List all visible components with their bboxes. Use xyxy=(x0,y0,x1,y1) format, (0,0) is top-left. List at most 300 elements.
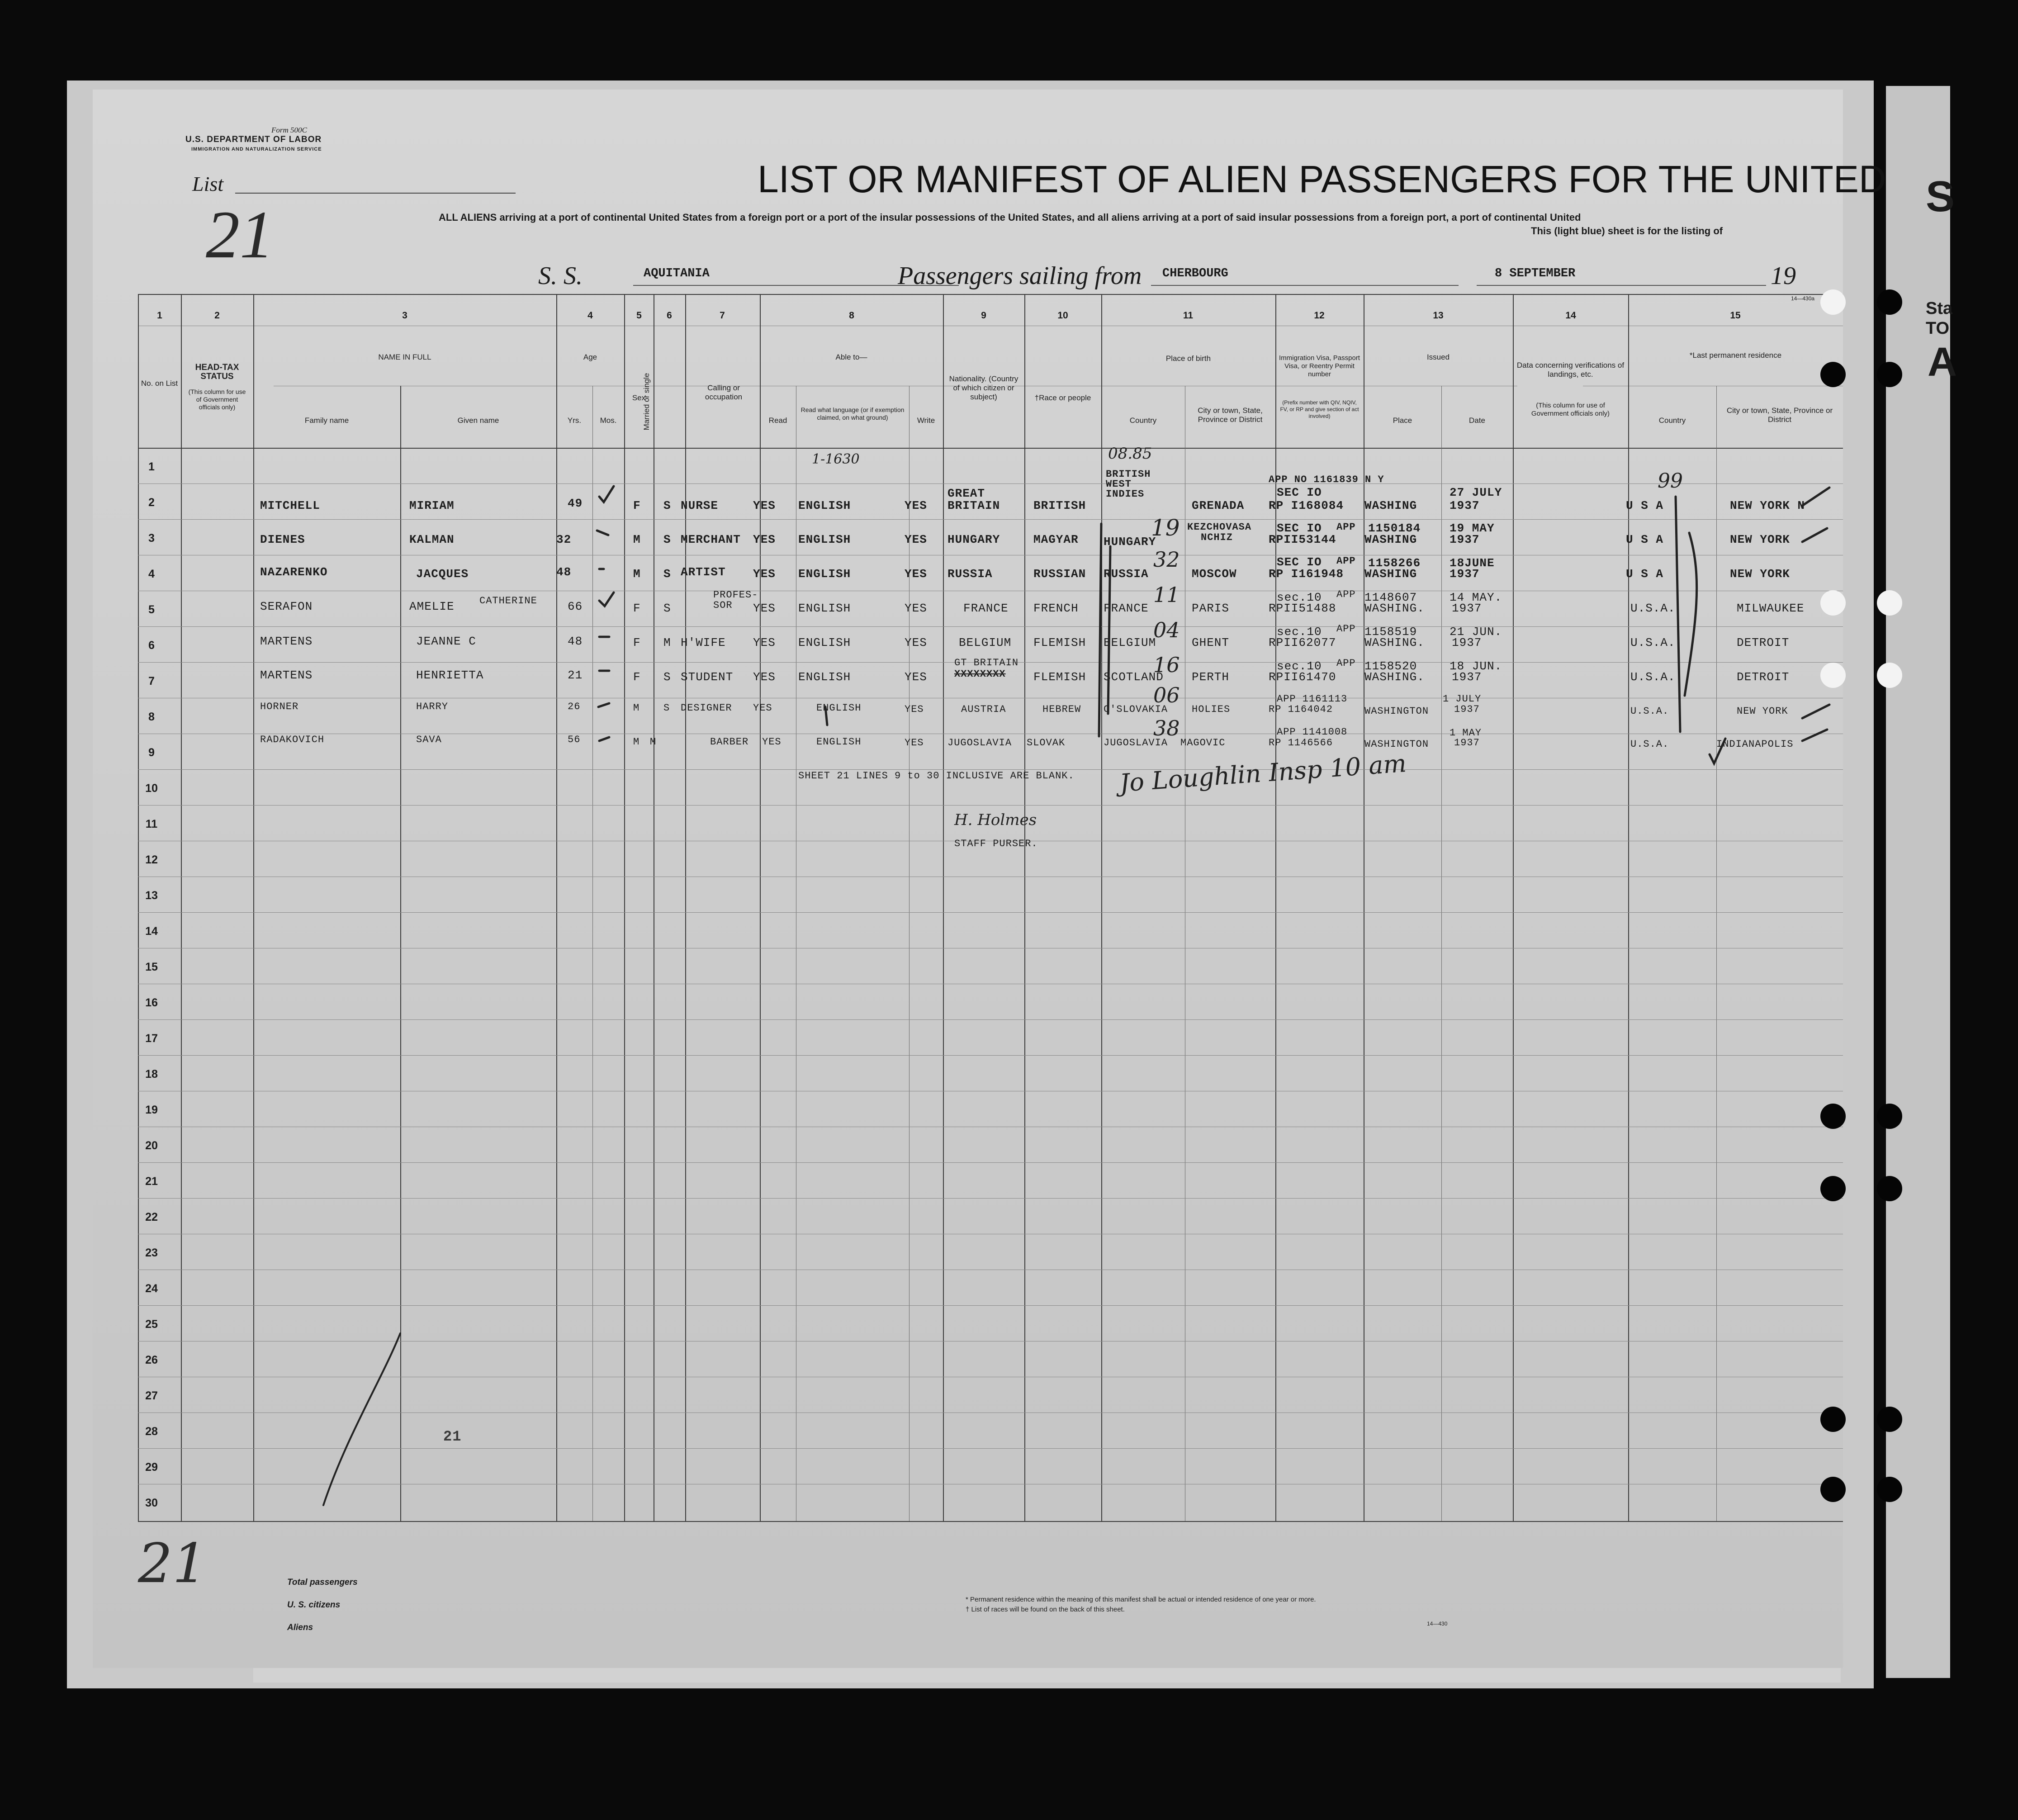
given-name: JACQUES xyxy=(416,567,469,581)
res-city: NEW YORK xyxy=(1730,567,1790,581)
issued-place-header: Place xyxy=(1393,416,1412,425)
row-number: 22 xyxy=(145,1211,158,1223)
language: ENGLISH xyxy=(816,702,862,714)
sheet-stamp: 21 xyxy=(443,1428,462,1445)
can-write: YES xyxy=(905,704,924,715)
sex: F xyxy=(633,499,641,512)
given-name-2: CATHERINE xyxy=(479,595,537,607)
issued-date-line-1: 18 JUN. xyxy=(1450,659,1502,673)
sex: M xyxy=(633,533,641,546)
birth-country-line-1: BRITISH xyxy=(1106,469,1151,480)
manifest-page xyxy=(93,90,1886,1668)
res-city-header: City or town, State, Province or District xyxy=(1726,406,1833,424)
issued-date-line-1: 18JUNE xyxy=(1450,556,1495,570)
row-number: 1 xyxy=(148,460,155,473)
binder-hole xyxy=(1820,1104,1846,1129)
birth-city: PERTH xyxy=(1192,670,1230,684)
binder-hole xyxy=(1820,1477,1846,1502)
occupation: NURSE xyxy=(681,499,719,512)
age-yrs: 48 xyxy=(568,635,583,648)
visa-line-2: 1158520 xyxy=(1364,659,1417,673)
birth-country: HUNGARY xyxy=(1104,535,1156,549)
race: RUSSIAN xyxy=(1033,567,1086,581)
adjacent-ss-fragment: A xyxy=(1928,340,1957,385)
birth-city: MOSCOW xyxy=(1192,567,1237,581)
sex: F xyxy=(633,602,641,615)
row-number: 19 xyxy=(145,1104,158,1116)
nationality: JUGOSLAVIA xyxy=(947,737,1012,749)
column-number: 5 xyxy=(636,310,642,321)
nationality-line-1: GT BRITAIN xyxy=(954,657,1019,668)
res-city: MILWAUKEE xyxy=(1737,602,1805,615)
column-number: 2 xyxy=(214,310,220,321)
column-number: 14 xyxy=(1565,310,1576,321)
visa-line-3: RPII62077 xyxy=(1269,636,1336,649)
binder-hole xyxy=(1877,1407,1902,1432)
no-on-list-header: No. on List xyxy=(141,379,178,388)
occupation-line-2: SOR xyxy=(713,600,733,611)
row-number: 16 xyxy=(145,996,158,1009)
subtitle-line-1: ALL ALIENS arriving at a port of continental United States from a foreign port or a port of the insular possessions of the United States, and all aliens arriving at a port of said insular possessions from a foreign port, a port of continental United xyxy=(439,212,1581,223)
res-city: NEW YORK N xyxy=(1730,499,1805,512)
row-number: 17 xyxy=(145,1032,158,1045)
list-number: 21 xyxy=(206,197,274,272)
birth-city-header: City or town, State, Province or District xyxy=(1198,406,1263,424)
language-header: Read what language (or if exemption claimed, on what ground) xyxy=(801,406,905,421)
binder-hole xyxy=(1877,362,1902,387)
form-number: Form 500C xyxy=(271,126,307,134)
can-write: YES xyxy=(905,636,927,649)
family-name: MARTENS xyxy=(260,668,313,682)
res-country: U.S.A. xyxy=(1630,706,1669,717)
read-header: Read xyxy=(768,416,787,425)
family-name: DIENES xyxy=(260,533,305,546)
sex: M xyxy=(633,567,641,581)
birth-country-line-2: WEST xyxy=(1106,479,1132,490)
language: ENGLISH xyxy=(798,533,851,546)
issued-header: Issued xyxy=(1426,353,1450,361)
visa-line-1: APP 1161113 xyxy=(1277,693,1348,705)
hw-row-6: 16 xyxy=(1153,653,1180,677)
row-number: 25 xyxy=(145,1318,158,1331)
res-city: DETROIT xyxy=(1737,670,1790,684)
issued-date-line-1: 21 JUN. xyxy=(1450,625,1502,639)
column-number: 6 xyxy=(667,310,672,321)
page-title: LIST OR MANIFEST OF ALIEN PASSENGERS FOR THE UNITED xyxy=(758,158,1886,200)
occupation: ARTIST xyxy=(681,565,726,579)
blank-lines-note: SHEET 21 LINES 9 to 30 INCLUSIVE ARE BLANK. xyxy=(798,770,1075,782)
inspector-note: Jo Loughlin Insp 10 am xyxy=(1118,749,1407,798)
visa-line-2: 1150184 xyxy=(1368,521,1421,535)
binder-hole xyxy=(1820,1176,1846,1201)
calling-header: Calling or occupation xyxy=(705,384,743,401)
visa-note: (Prefix number with QIV, NQIV, FV, or RP and give section of act involved) xyxy=(1280,399,1359,419)
birth-city: MAGOVIC xyxy=(1180,737,1226,749)
sailing-date: 8 SEPTEMBER xyxy=(1495,267,1576,280)
column-number: 12 xyxy=(1314,310,1325,321)
marital-status: S xyxy=(663,567,671,581)
binder-hole xyxy=(1877,289,1902,315)
birth-city: GHENT xyxy=(1192,636,1230,649)
race: SLOVAK xyxy=(1027,737,1066,749)
able-to-header: Able to— xyxy=(835,353,867,361)
purser-title: STAFF PURSER. xyxy=(954,838,1038,849)
res-country: U S A xyxy=(1626,499,1664,512)
birth-city: PARIS xyxy=(1192,602,1230,615)
row-number: 27 xyxy=(145,1389,158,1402)
visa-app: APP xyxy=(1336,658,1356,669)
can-read: YES xyxy=(762,736,782,748)
row-number: 5 xyxy=(148,603,155,616)
given-name: KALMAN xyxy=(409,533,455,546)
birth-country: C'SLOVAKIA xyxy=(1104,704,1168,715)
age-header: Age xyxy=(583,353,597,361)
visa-line-1: sec.10 xyxy=(1277,591,1322,604)
family-name: HORNER xyxy=(260,701,299,712)
head-tax-header: HEAD-TAX STATUS xyxy=(195,363,239,381)
race: FLEMISH xyxy=(1033,636,1086,649)
can-write: YES xyxy=(905,737,924,749)
nationality: RUSSIA xyxy=(947,567,993,581)
hw-row-3: 32 xyxy=(1153,547,1180,572)
pen-marks xyxy=(93,90,1843,1668)
column-number: 15 xyxy=(1730,310,1741,321)
res-country: U S A xyxy=(1626,533,1664,546)
birth-country: SCOTLAND xyxy=(1104,670,1164,684)
can-write: YES xyxy=(905,602,927,615)
given-name: HENRIETTA xyxy=(416,668,484,682)
married-header: Married or single xyxy=(642,373,651,431)
hw-row-7: 06 xyxy=(1153,683,1180,707)
can-read: YES xyxy=(753,670,776,684)
sex: F xyxy=(633,636,641,649)
issued-place: WASHING. xyxy=(1364,636,1425,649)
row-number: 28 xyxy=(145,1425,158,1438)
place-of-birth-header: Place of birth xyxy=(1165,354,1211,363)
issued-place: WASHING xyxy=(1364,533,1417,546)
age-yrs: 56 xyxy=(568,734,581,745)
binder-hole xyxy=(1877,1104,1902,1129)
visa-line-2: 1148607 xyxy=(1364,591,1417,604)
issued-date-line-2: 1937 xyxy=(1450,533,1480,546)
sex-header: Sex xyxy=(632,393,646,402)
us-citizens-label: U. S. citizens xyxy=(287,1600,341,1610)
issued-date-line-1: 1 JULY xyxy=(1443,693,1482,705)
language: ENGLISH xyxy=(798,499,851,512)
res-country: U S A xyxy=(1626,567,1664,581)
row-number: 11 xyxy=(145,818,158,830)
ship-name: AQUITANIA xyxy=(644,267,710,280)
language: ENGLISH xyxy=(798,636,851,649)
nationality-line-2: BRITAIN xyxy=(947,499,1000,512)
issued-place: WASHINGTON xyxy=(1364,706,1429,717)
visa-line-1: SEC IO xyxy=(1277,521,1322,535)
given-name: HARRY xyxy=(416,701,449,712)
issued-place: WASHING xyxy=(1364,567,1417,581)
family-name-header: Family name xyxy=(304,416,349,425)
list-label: List xyxy=(192,172,224,195)
res-country: U.S.A. xyxy=(1630,670,1676,684)
column-number: 8 xyxy=(849,310,854,321)
age-yrs: 21 xyxy=(568,668,583,682)
occupation: STUDENT xyxy=(681,670,734,684)
res-country: U.S.A. xyxy=(1630,602,1676,615)
marital-status: M xyxy=(650,736,657,748)
landings-note: (This column for use of Government officials only) xyxy=(1531,402,1610,417)
language: ENGLISH xyxy=(798,602,851,615)
nationality-line-2: XXXXXXXX xyxy=(954,668,1006,680)
subtitle-line-2: This (light blue) sheet is for the listing of xyxy=(1531,225,1723,237)
binder-hole xyxy=(1877,590,1902,616)
ship-label: S. S. xyxy=(538,262,583,290)
yrs-header: Yrs. xyxy=(567,416,582,425)
marital-status: S xyxy=(663,533,671,546)
res-country-header: Country xyxy=(1658,416,1686,425)
can-read: YES xyxy=(753,567,776,581)
row-number: 21 xyxy=(145,1175,158,1188)
visa-line-3: RPII51488 xyxy=(1269,602,1336,615)
birth-country: FRANCE xyxy=(1104,602,1149,615)
issued-place: WASHING xyxy=(1364,499,1417,512)
age-yrs: 49 xyxy=(568,497,583,510)
hw-res-mark: 99 xyxy=(1658,469,1683,493)
race-header: †Race or people xyxy=(1034,393,1091,402)
can-write: YES xyxy=(905,670,927,684)
nationality: BELGIUM xyxy=(959,636,1012,649)
nationality: FRANCE xyxy=(963,602,1009,615)
visa-line-1: sec.10 xyxy=(1277,625,1322,639)
department: U.S. DEPARTMENT OF LABOR xyxy=(185,135,322,144)
landings-header: Data concerning verifications of landings, etc. xyxy=(1516,361,1625,379)
given-name-header: Given name xyxy=(457,416,499,425)
nationality-line-1: GREAT xyxy=(947,487,985,500)
language: ENGLISH xyxy=(816,736,862,748)
sailing-label: Passengers sailing from xyxy=(898,262,1142,290)
issued-date-line-2: 1937 xyxy=(1454,737,1480,749)
given-name: JEANNE C xyxy=(416,635,476,648)
visa-header: Immigration Visa, Passport Visa, or Reentry Permit number xyxy=(1279,354,1360,378)
nationality-header: Nationality. (Country of which citizen or subject) xyxy=(949,374,1018,401)
race: MAGYAR xyxy=(1033,533,1079,546)
hw-birth-mark: 08.85 xyxy=(1108,445,1152,463)
row-number: 23 xyxy=(145,1247,158,1259)
visa-line-1: SEC IO xyxy=(1277,555,1322,569)
birth-country-line-3: INDIES xyxy=(1106,488,1145,500)
column-number: 9 xyxy=(981,310,986,321)
issued-place: WASHINGTON xyxy=(1364,739,1429,750)
row-number: 14 xyxy=(145,925,158,938)
given-name: SAVA xyxy=(416,734,442,745)
issued-date-header: Date xyxy=(1469,416,1485,425)
write-header: Write xyxy=(917,416,935,425)
service-name: IMMIGRATION AND NATURALIZATION SERVICE xyxy=(191,147,322,152)
visa-app: APP xyxy=(1336,521,1356,533)
can-read: YES xyxy=(753,533,776,546)
footer-code: 14—430 xyxy=(1427,1621,1448,1627)
sex: F xyxy=(633,670,641,684)
sailing-port: CHERBOURG xyxy=(1162,267,1228,280)
age-yrs: 48 xyxy=(556,565,572,579)
visa-line-3: RPII61470 xyxy=(1269,670,1336,684)
row-number: 3 xyxy=(148,532,155,545)
issued-place: WASHING. xyxy=(1364,670,1425,684)
occupation-line-1: PROFES- xyxy=(713,589,758,601)
issued-date-line-1: 1 MAY xyxy=(1450,727,1482,739)
hw-row-5: 04 xyxy=(1153,618,1180,642)
occupation: DESIGNER xyxy=(681,702,732,714)
visa-line-1: APP 1141008 xyxy=(1277,726,1348,738)
issued-date-line-2: 1937 xyxy=(1454,704,1480,715)
race: BRITISH xyxy=(1033,499,1086,512)
occupation: BARBER xyxy=(710,736,749,748)
visa-line-3: RP I168084 xyxy=(1269,499,1344,512)
column-number: 1 xyxy=(157,310,162,321)
row-number: 12 xyxy=(145,853,158,866)
year-label: 19 xyxy=(1771,262,1796,290)
issued-date-line-1: 14 MAY. xyxy=(1450,591,1502,604)
row-number: 6 xyxy=(148,639,155,652)
row-number: 10 xyxy=(145,782,158,795)
adjacent-subtitle-fragment: Sta TO xyxy=(1926,299,1953,338)
marital-status: S xyxy=(663,499,671,512)
language: ENGLISH xyxy=(798,567,851,581)
sex: M xyxy=(633,736,640,748)
family-name: SERAFON xyxy=(260,600,313,613)
hw-row-4: 11 xyxy=(1153,583,1180,607)
issued-date-line-2: 1937 xyxy=(1452,670,1482,684)
can-write: YES xyxy=(905,567,927,581)
marital-status: S xyxy=(663,670,671,684)
binder-hole xyxy=(1877,1176,1902,1201)
hw-row-2: 19 xyxy=(1151,515,1180,541)
res-city: DETROIT xyxy=(1737,636,1790,649)
birth-city-line-1: KEZCHOVASA xyxy=(1187,521,1252,533)
issued-date-line-2: 1937 xyxy=(1452,602,1482,615)
name-in-full-header: NAME IN FULL xyxy=(378,353,431,361)
res-city: NEW YORK xyxy=(1737,706,1788,717)
visa-line-2: 1158266 xyxy=(1368,556,1421,570)
row-number: 24 xyxy=(145,1282,158,1295)
column-number: 3 xyxy=(402,310,407,321)
age-yrs: 26 xyxy=(568,701,581,712)
res-country: U.S.A. xyxy=(1630,739,1669,750)
issued-date-line-1: 27 JULY xyxy=(1450,486,1502,499)
row-number: 26 xyxy=(145,1354,158,1366)
visa-line-2: SEC IO xyxy=(1277,486,1322,499)
res-country: U.S.A. xyxy=(1630,636,1676,649)
binder-hole xyxy=(1877,1477,1902,1502)
family-name: MARTENS xyxy=(260,635,313,648)
race: HEBREW xyxy=(1042,704,1081,715)
aliens-label: Aliens xyxy=(287,1623,313,1632)
birth-city: HOLIES xyxy=(1192,704,1231,715)
visa-app: APP xyxy=(1336,589,1356,600)
row-number: 8 xyxy=(148,711,155,723)
sex: M xyxy=(633,702,640,714)
visa-app: APP xyxy=(1336,555,1356,567)
res-city: INDIANAPOLIS xyxy=(1716,739,1794,750)
visa-app: APP xyxy=(1336,623,1356,635)
column-number: 7 xyxy=(720,310,725,321)
birth-city-line-2: NCHIZ xyxy=(1201,532,1233,543)
row-number: 4 xyxy=(148,568,155,580)
visa-line-2: 1158519 xyxy=(1364,625,1417,639)
binder-hole xyxy=(1820,1407,1846,1432)
row-number: 7 xyxy=(148,675,155,687)
age-yrs: 66 xyxy=(568,600,583,613)
birth-country: RUSSIA xyxy=(1104,567,1149,581)
can-write: YES xyxy=(905,499,927,512)
birth-city: GRENADA xyxy=(1192,499,1245,512)
visa-line-3: RP I161948 xyxy=(1269,567,1344,581)
binder-hole xyxy=(1820,362,1846,387)
row-number: 13 xyxy=(145,889,158,902)
can-write: YES xyxy=(905,533,927,546)
hw-row-8: 38 xyxy=(1153,716,1180,740)
marital-status: S xyxy=(663,702,670,714)
visa-line-3: RP 1164042 xyxy=(1269,704,1333,715)
purser-signature: H. Holmes xyxy=(954,811,1037,829)
row-number: 30 xyxy=(145,1497,158,1509)
row-number: 15 xyxy=(145,961,158,973)
family-name: NAZARENKO xyxy=(260,565,328,579)
birth-country: BELGIUM xyxy=(1104,636,1156,649)
race: FLEMISH xyxy=(1033,670,1086,684)
can-read: YES xyxy=(753,602,776,615)
column-number: 4 xyxy=(587,310,593,321)
occupation: MERCHANT xyxy=(681,533,741,546)
marital-status: S xyxy=(663,602,671,615)
visa-line-3: RPII53144 xyxy=(1269,533,1336,546)
occupation: H'WIFE xyxy=(681,636,726,649)
birth-country: JUGOSLAVIA xyxy=(1104,737,1168,749)
adjacent-title-fragment: S xyxy=(1926,172,1955,221)
row-number: 18 xyxy=(145,1068,158,1081)
age-yrs: 32 xyxy=(556,533,572,546)
issued-date-line-2: 1937 xyxy=(1450,567,1480,581)
footnote-races: † List of races will be found on the back of this sheet. xyxy=(966,1606,1125,1613)
hw-language-mark: 1-1630 xyxy=(812,451,860,467)
can-read: YES xyxy=(753,499,776,512)
issued-place: WASHING. xyxy=(1364,602,1425,615)
row-number: 20 xyxy=(145,1139,158,1152)
mos-header: Mos. xyxy=(600,416,617,425)
issued-date-line-2: 1937 xyxy=(1450,499,1480,512)
column-number: 11 xyxy=(1183,310,1194,321)
nationality: AUSTRIA xyxy=(961,704,1006,715)
row-number: 9 xyxy=(148,746,155,759)
language: ENGLISH xyxy=(798,670,851,684)
family-name: RADAKOVICH xyxy=(260,734,325,745)
adjacent-page-fragment xyxy=(1886,86,1957,1678)
issued-date-line-1: 19 MAY xyxy=(1450,521,1495,535)
binder-hole xyxy=(1820,590,1846,616)
race: FRENCH xyxy=(1033,602,1079,615)
given-name: AMELIE xyxy=(409,600,455,613)
binder-hole xyxy=(1820,289,1846,315)
form-code: 14—430a xyxy=(1791,295,1815,302)
hw-bottom-number: 21 xyxy=(138,1532,207,1595)
can-read: YES xyxy=(753,636,776,649)
column-number: 10 xyxy=(1057,310,1068,321)
given-name: MIRIAM xyxy=(409,499,455,512)
row-number: 2 xyxy=(148,496,155,509)
binder-hole xyxy=(1820,663,1846,688)
visa-line-1: sec.10 xyxy=(1277,659,1322,673)
visa-line-3: RP 1146566 xyxy=(1269,737,1333,749)
marital-status: M xyxy=(663,636,671,649)
column-number: 13 xyxy=(1433,310,1444,321)
